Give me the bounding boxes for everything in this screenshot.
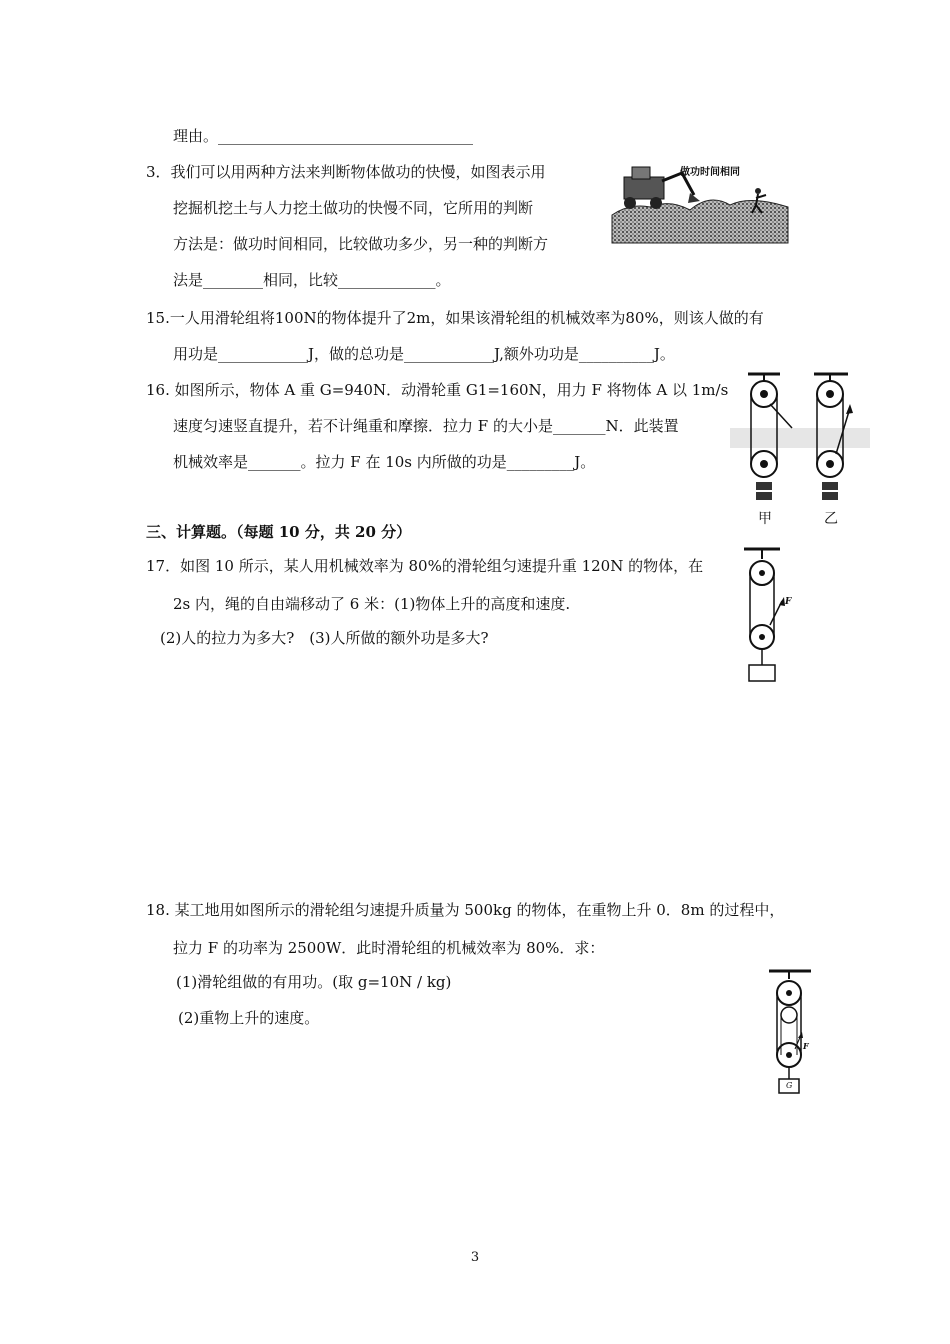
pulley-drawing-q16 xyxy=(730,368,870,528)
pulley-figure-q18 xyxy=(765,965,815,1100)
excavator-figure xyxy=(610,155,790,245)
q18-line-3: (1)滑轮组做的有用功。(取 g=10N / kg) xyxy=(176,973,452,991)
pulley-drawing-q18 xyxy=(765,965,815,1100)
q16-line-3: 机械效率是_______。拉力 F 在 10s 内所做的功是_________J。 xyxy=(173,453,596,471)
fig17-force-label: F xyxy=(785,597,792,607)
q16-line-1: 16. 如图所示，物体 A 重 G=940N．动滑轮重 G1=160N，用力 F 将物体 A 以 1m/s xyxy=(146,381,729,399)
excavator-caption: 做功时间相同 xyxy=(680,167,740,178)
page-number: 3 xyxy=(470,1250,480,1265)
q3-line-3: 方法是：做功时间相同，比较做功多少，另一种的判断方 xyxy=(173,235,549,253)
q18-line-1: 18. 某工地用如图所示的滑轮组匀速提升质量为 500kg 的物体，在重物上升 0．8m 的过程中， xyxy=(146,901,785,919)
q3-line-4: 法是________相同，比较_____________。 xyxy=(173,271,451,289)
fig18-weight-label: G xyxy=(786,1081,793,1090)
pulley-figure-q17 xyxy=(740,545,800,685)
q2-reason-line: 理由。__________________________________ xyxy=(173,127,474,145)
pulley-label-jia: 甲 xyxy=(758,511,772,527)
q17-line-3: (2)人的拉力为多大? (3)人所做的额外功是多大? xyxy=(160,629,489,647)
q18-line-2: 拉力 F 的功率为 2500W．此时滑轮组的机械效率为 80%．求： xyxy=(173,939,605,957)
q3-line-2: 挖掘机挖土与人力挖土做功的快慢不同，它所用的判断 xyxy=(173,199,534,217)
q3-line-1: 3．我们可以用两种方法来判断物体做功的快慢，如图表示用 xyxy=(146,163,546,181)
pulley-drawing-q17 xyxy=(740,545,800,685)
section-3-heading: 三、计算题。（每题 10 分，共 20 分） xyxy=(146,523,412,541)
q17-line-1: 17．如图 10 所示，某人用机械效率为 80%的滑轮组匀速提升重 120N 的物体，在 xyxy=(146,557,704,575)
q16-line-2: 速度匀速竖直提升，若不计绳重和摩擦．拉力 F 的大小是_______N．此装置 xyxy=(173,417,679,435)
pulley-figure-q16 xyxy=(730,368,870,528)
q17-line-2: 2s 内，绳的自由端移动了 6 米：(1)物体上升的高度和速度. xyxy=(173,595,571,613)
pulley-label-yi: 乙 xyxy=(824,511,838,527)
q18-line-4: (2)重物上升的速度。 xyxy=(178,1009,320,1027)
q15-line-1: 15.一人用滑轮组将100N的物体提升了2m，如果该滑轮组的机械效率为80%，则该人做的有 xyxy=(146,309,764,327)
fig18-force-label: F xyxy=(803,1041,809,1051)
q15-line-2: 用功是____________J，做的总功是____________J,额外功功是__________J。 xyxy=(173,345,675,363)
